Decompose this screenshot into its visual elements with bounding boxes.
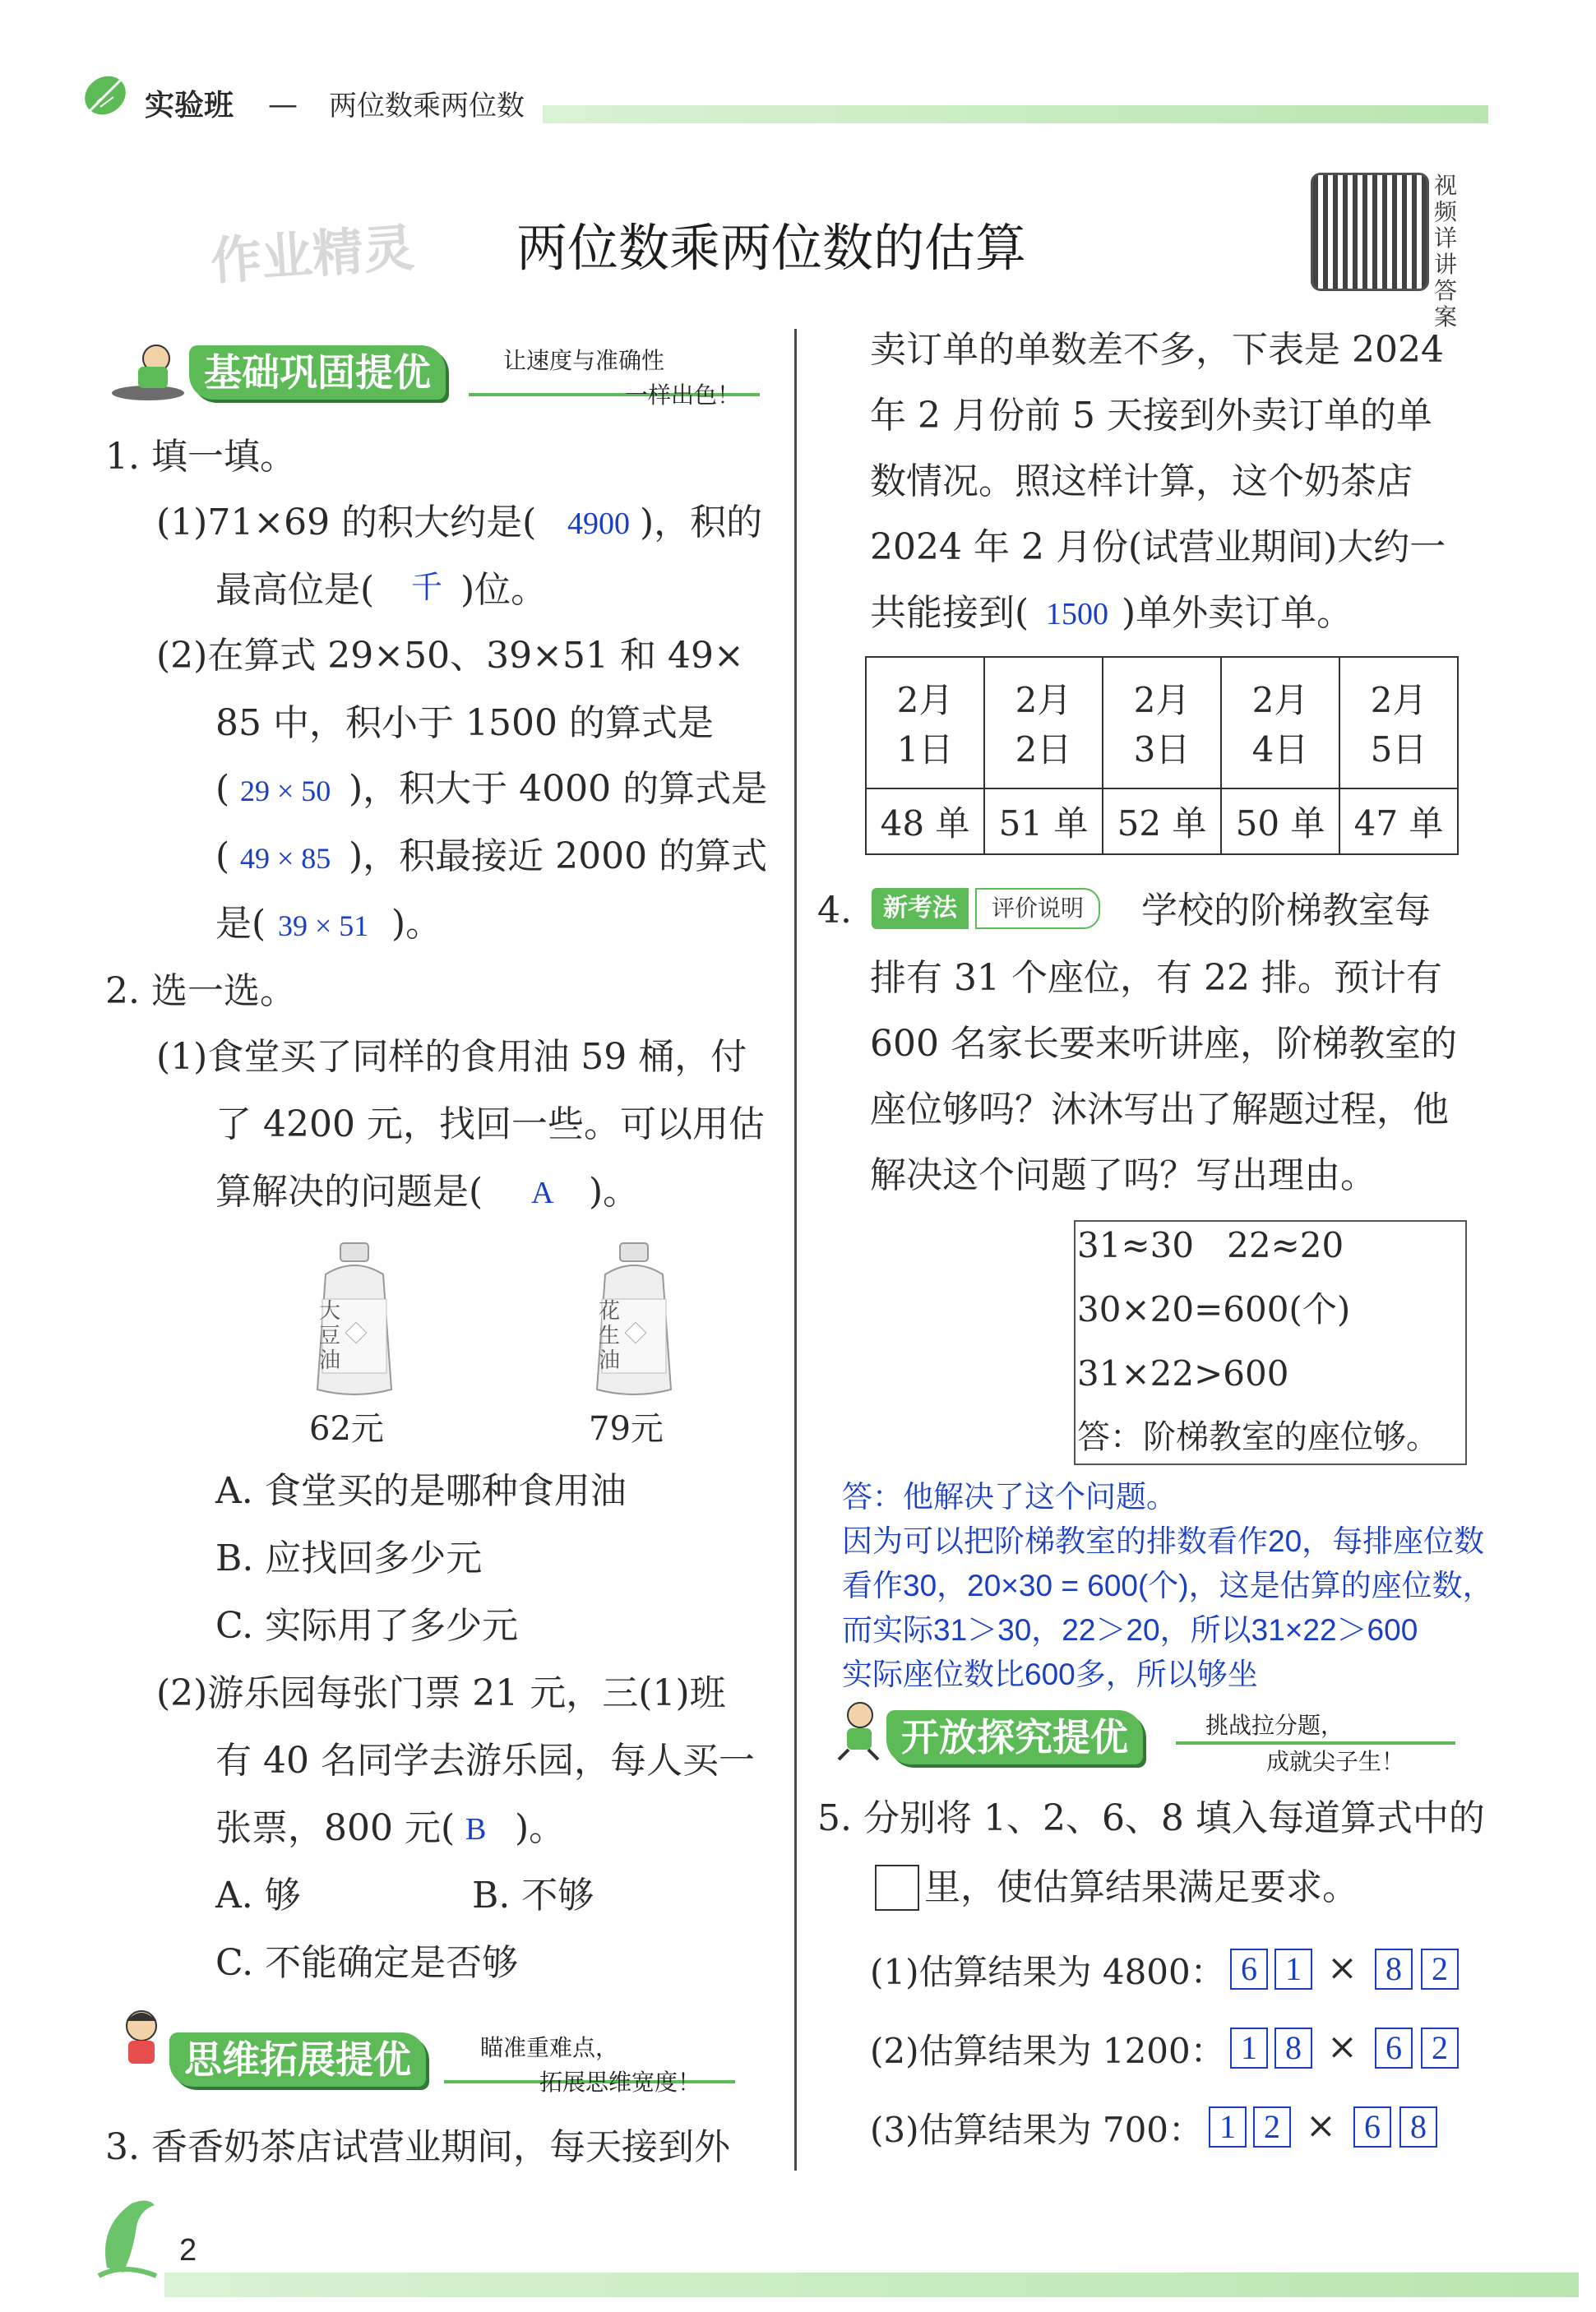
q3-line2: 卖订单的单数差不多，下表是 2024 bbox=[870, 329, 1444, 371]
q2-option-a: A. 食堂买的是哪种食用油 bbox=[215, 1470, 627, 1512]
q4-line1: 学校的阶梯教室每 bbox=[1141, 890, 1431, 932]
q4-answer-line4: 而实际31＞30，22＞20，所以31×22＞600 bbox=[842, 1613, 1418, 1647]
kid-mascot-icon bbox=[109, 2005, 174, 2070]
q3-line6b: )单外卖订单。 bbox=[1122, 592, 1353, 634]
table-cell: 2月 1日 bbox=[866, 657, 984, 788]
q5-row3-digit1[interactable]: 1 bbox=[1209, 2106, 1247, 2148]
q4-line3: 600 名家长要来听讲座，阶梯教室的 bbox=[870, 1023, 1457, 1065]
q4-tag-eval: 评价说明 bbox=[975, 888, 1100, 929]
q4-answer-line2: 因为可以把阶梯教室的排数看作20，每排座位数 bbox=[842, 1524, 1485, 1558]
q4-answer-line5: 实际座位数比600多，所以够坐 bbox=[842, 1658, 1258, 1691]
q4-work-line3: 31×22>600 bbox=[1077, 1353, 1289, 1394]
table-cell: 51 单 bbox=[984, 788, 1103, 854]
q2-p1-b: 了 4200 元，找回一些。可以用估 bbox=[215, 1103, 765, 1145]
q5-row3-label: (3)估算结果为 700： bbox=[870, 2110, 1204, 2150]
table-cell: 52 单 bbox=[1103, 788, 1221, 854]
q2-p2-answer: B bbox=[465, 1812, 487, 1847]
q4-work-line1: 31≈30 22≈20 bbox=[1077, 1225, 1344, 1265]
section-thinking-slogan1: 瞄准重难点， bbox=[480, 2034, 619, 2061]
section-thinking-slogan2: 拓展思维宽度！ bbox=[539, 2069, 701, 2096]
column-divider bbox=[794, 329, 797, 2171]
table-cell: 2月 2日 bbox=[984, 657, 1103, 788]
q2-option-c: C. 实际用了多少元 bbox=[215, 1605, 519, 1647]
q1-p1-b: )，积的 bbox=[640, 502, 763, 543]
q1-p2-d: )，积最接近 2000 的算式 bbox=[349, 835, 768, 877]
q1-p2-answer2: 49 × 85 bbox=[240, 842, 331, 875]
soybean-oil-label: 大豆油 bbox=[319, 1299, 341, 1373]
q4-work-line2: 30×20=600(个) bbox=[1077, 1289, 1351, 1329]
q5-row1-digit4[interactable]: 2 bbox=[1421, 1949, 1459, 1990]
q5-row2-digit2[interactable]: 8 bbox=[1274, 2028, 1312, 2069]
q3-line1: 3. 香香奶茶店试营业期间，每天接到外 bbox=[105, 2126, 730, 2168]
header-series: 实验班 bbox=[145, 88, 234, 122]
q1-p1-answer: 4900 bbox=[567, 506, 630, 541]
q2-title: 2. 选一选。 bbox=[105, 970, 296, 1012]
q5-row1-times: × bbox=[1327, 1947, 1358, 1989]
q5-example-box bbox=[875, 1865, 919, 1911]
table-cell: 47 单 bbox=[1339, 788, 1458, 854]
q4-line5: 解决这个问题了吗？写出理由。 bbox=[870, 1154, 1376, 1196]
q4-line2: 排有 31 个座位，有 22 排。预计有 bbox=[870, 957, 1442, 999]
section-basic-label: 基础巩固提优 bbox=[189, 345, 446, 400]
q5-row2-label: (2)估算结果为 1200： bbox=[870, 2031, 1225, 2071]
q2-p1-d: )。 bbox=[589, 1171, 640, 1213]
q2-p1-c: 算解决的问题是( bbox=[215, 1171, 483, 1213]
skater-mascot-icon bbox=[107, 339, 189, 405]
q2-p2-c: 张票，800 元( bbox=[215, 1807, 456, 1849]
q4-tag-new: 新考法 bbox=[872, 888, 969, 929]
q2-p1-a: (1)食堂买了同样的食用油 59 桶，付 bbox=[156, 1036, 747, 1078]
q1-p2-answer3: 39 × 51 bbox=[278, 909, 369, 942]
q5-row2-digit3[interactable]: 6 bbox=[1375, 2028, 1413, 2069]
q1-p1-c: 最高位是( bbox=[215, 569, 375, 611]
section-open-slogan1: 挑战拉分题， bbox=[1205, 1712, 1344, 1739]
q2-p2-d: )。 bbox=[515, 1807, 566, 1849]
section-open-label: 开放探究提优 bbox=[886, 1710, 1143, 1764]
header-dash: — bbox=[268, 88, 298, 122]
table-cell: 48 单 bbox=[866, 788, 984, 854]
table-cell: 2月 5日 bbox=[1339, 657, 1458, 788]
q5-row1-digit2[interactable]: 1 bbox=[1274, 1949, 1312, 1990]
q3-line3: 年 2 月份前 5 天接到外卖订单的单 bbox=[870, 395, 1432, 437]
q1-p2-c: )，积大于 4000 的算式是 bbox=[349, 768, 768, 810]
q2-p1-answer: A bbox=[531, 1176, 554, 1210]
q5-row2-digit4[interactable]: 2 bbox=[1421, 2028, 1459, 2069]
q4-work-line4: 答：阶梯教室的座位够。 bbox=[1077, 1418, 1439, 1456]
header-unit: 两位数乘两位数 bbox=[329, 90, 525, 122]
runner-mascot-icon bbox=[830, 1699, 888, 1761]
q2-option-c2: C. 不能确定是否够 bbox=[215, 1942, 519, 1984]
q4-line4: 座位够吗？沐沐写出了解题过程，他 bbox=[870, 1089, 1449, 1131]
q4-number: 4. bbox=[817, 890, 852, 932]
footer-bar bbox=[164, 2273, 1579, 2297]
section-basic-slogan2: 一样出色！ bbox=[625, 381, 741, 409]
q5-row1-digit1[interactable]: 6 bbox=[1230, 1949, 1268, 1990]
q4-answer-line3: 看作30，20×30 = 600(个)，这是估算的座位数， bbox=[842, 1569, 1493, 1602]
q2-option-a2: A. 够 bbox=[215, 1875, 301, 1917]
q2-p2-a: (2)游乐园每张门票 21 元，三(1)班 bbox=[156, 1672, 726, 1714]
q5-row1-digit3[interactable]: 8 bbox=[1375, 1949, 1413, 1990]
q1-p2-f: )。 bbox=[391, 903, 442, 945]
q5-row2-times: × bbox=[1327, 2026, 1358, 2068]
table-cell: 50 单 bbox=[1221, 788, 1339, 854]
table-cell: 2月 3日 bbox=[1103, 657, 1221, 788]
section-basic-slogan1: 让速度与准确性 bbox=[503, 347, 665, 374]
q5-row3-digit2[interactable]: 2 bbox=[1253, 2106, 1291, 2148]
watermark: 作业精灵 bbox=[208, 220, 417, 291]
orders-table bbox=[865, 656, 1459, 855]
section-open-slogan2: 成就尖子生！ bbox=[1266, 1748, 1405, 1775]
q1-p2-d-open: ( bbox=[215, 835, 230, 877]
qr-caption: 视频详讲答案 bbox=[1434, 173, 1458, 330]
peanut-oil-label: 花生油 bbox=[599, 1299, 621, 1373]
q5-row1-label: (1)估算结果为 4800： bbox=[870, 1952, 1225, 1992]
q4-answer-line1: 答：他解决了这个问题。 bbox=[842, 1480, 1177, 1514]
q2-option-b: B. 应找回多少元 bbox=[215, 1537, 483, 1579]
q5-line1: 5. 分别将 1、2、6、8 填入每道算式中的 bbox=[817, 1797, 1485, 1839]
q1-p2-c-open: ( bbox=[215, 768, 230, 810]
q1-title: 1. 填一填。 bbox=[105, 436, 296, 478]
q1-p1-answer2: 千 bbox=[411, 571, 443, 605]
soybean-oil-price: 62元 bbox=[309, 1410, 384, 1448]
q1-p2-answer1: 29 × 50 bbox=[240, 775, 331, 807]
q1-p2-a: (2)在算式 29×50、39×51 和 49× bbox=[156, 635, 744, 677]
section-open-line bbox=[1176, 1741, 1455, 1745]
q1-p2-b: 85 中，积小于 1500 的算式是 bbox=[215, 702, 714, 744]
header-leaf-icon bbox=[82, 72, 128, 118]
q3-line4: 数情况。照这样计算，这个奶茶店 bbox=[870, 460, 1413, 502]
table-cell: 2月 4日 bbox=[1221, 657, 1339, 788]
q5-row3-digit4[interactable]: 8 bbox=[1399, 2106, 1437, 2148]
page-number: 2 bbox=[179, 2233, 197, 2268]
q5-row2-digit1[interactable]: 1 bbox=[1230, 2028, 1268, 2069]
q5-row3-times: × bbox=[1306, 2105, 1336, 2147]
section-thinking-label: 思维拓展提优 bbox=[169, 2032, 426, 2087]
dolphin-icon bbox=[90, 2194, 164, 2284]
q1-p1-a: (1)71×69 的积大约是( bbox=[156, 502, 537, 543]
peanut-oil-price: 79元 bbox=[589, 1410, 664, 1448]
page-title: 两位数乘两位数的估算 bbox=[516, 220, 1027, 277]
q5-line2: 里，使估算结果满足要求。 bbox=[924, 1866, 1358, 1908]
q5-row3-digit3[interactable]: 6 bbox=[1353, 2106, 1391, 2148]
qr-code-icon[interactable] bbox=[1311, 173, 1429, 291]
q2-p2-b: 有 40 名同学去游乐园，每人买一 bbox=[215, 1740, 755, 1782]
q3-line5: 2024 年 2 月份(试营业期间)大约一 bbox=[870, 526, 1446, 568]
header-bar bbox=[543, 105, 1488, 123]
q1-p1-d: )位。 bbox=[460, 569, 548, 611]
q3-line6a: 共能接到( bbox=[870, 592, 1029, 634]
q1-p2-e: 是( bbox=[215, 903, 266, 945]
q2-option-b2: B. 不够 bbox=[472, 1875, 594, 1917]
q3-answer: 1500 bbox=[1046, 597, 1108, 631]
